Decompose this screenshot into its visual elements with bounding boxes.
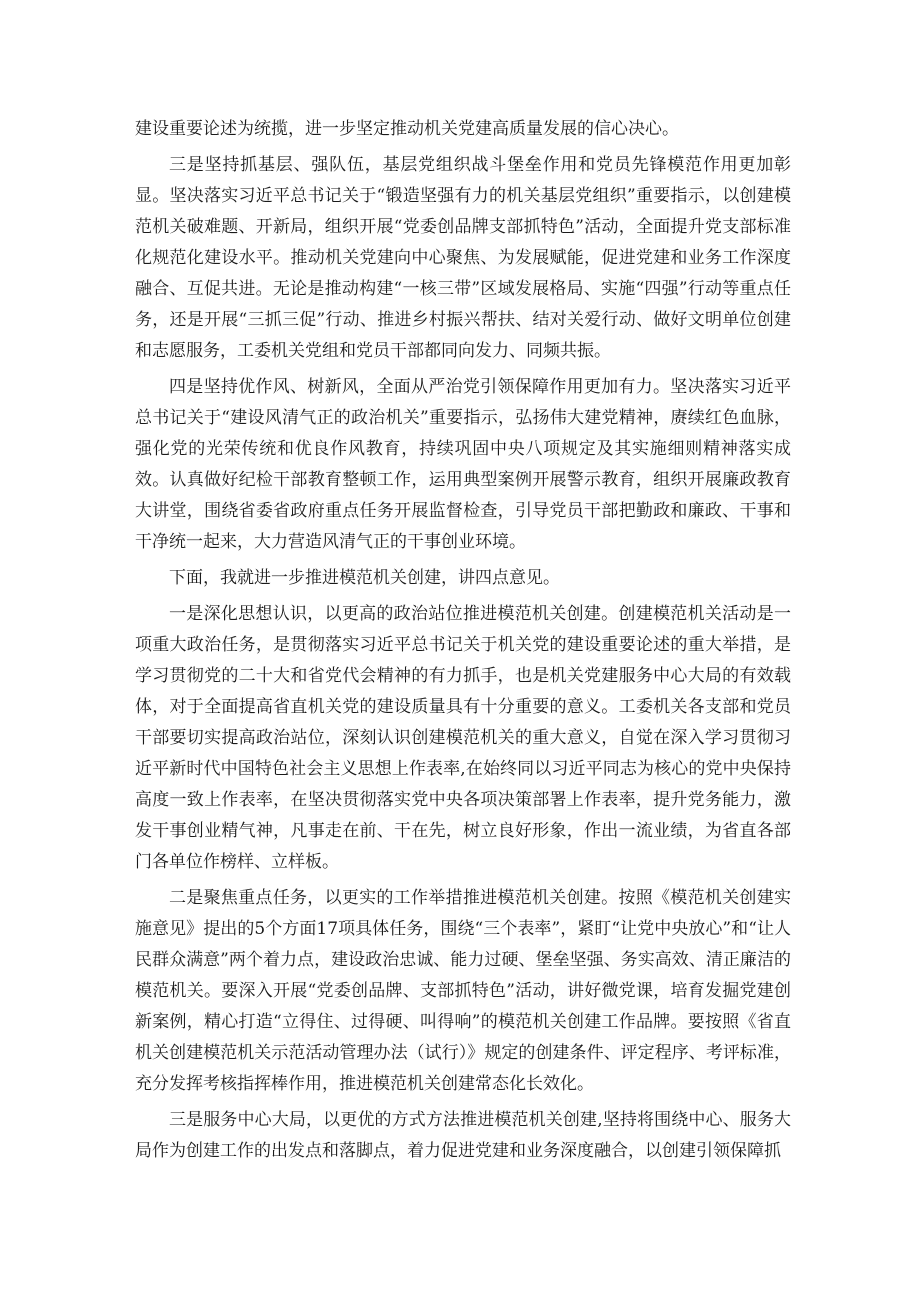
- paragraph-opinion-two: 二是聚焦重点任务，以更实的工作举措推进模范机关创建。按照《模范机关创建实施意见》提出的5个方面17项具体任务，围绕“三个表率”，紧盯“让党中央放心”和“让人民群众满意”两个着力点，建设政治忠诚、能力过硬、堡垒坚强、务实高效、清正廉洁的模范机关。要深入开展“党委创品牌、支部抓特色”活动，讲好微党课，培育发掘党建创新案例，精心打造“立得住、过得硬、叫得响”的模范机关创建工作品牌。要按照《省直机关创建模范机关示范活动管理办法（试行）》规定的创建条件、评定程序、考评标准，充分发挥考核指挥棒作用，推进模范机关创建常态化长效化。: [135, 888, 791, 1094]
- document-body: [135, 114, 791, 1172]
- paragraph-continuation: 建设重要论述为统揽，进一步坚定推动机关党建高质量发展的信心决心。: [135, 119, 679, 139]
- paragraph-transition: 下面，我就进一步推进模范机关创建，讲四点意见。: [169, 568, 560, 588]
- paragraph-opinion-three: 三是服务中心大局，以更优的方式方法推进模范机关创建,坚持将围绕中心、服务大局作为创建工作的出发点和落脚点，着力促进党建和业务深度融合，以创建引领保障抓: [135, 1110, 791, 1161]
- paragraph-point-four-style: 四是坚持优作风、树新风，全面从严治党引领保障作用更加有力。坚决落实习近平总书记关于“建设风清气正的政治机关”重要指示，弘扬伟大建党精神，赓续红色血脉，强化党的光荣传统和优良作风教育，持续巩固中央八项规定及其实施细则精神落实成效。认真做好纪检干部教育整顿工作，运用典型案例开展警示教育，组织开展廉政教育大讲堂，围绕省委省政府重点任务开展监督检查，引导党员干部把勤政和廉政、干事和干净统一起来，大力营造风清气正的干事创业环境。: [135, 377, 791, 552]
- paragraph-point-three-grassroots: 三是坚持抓基层、强队伍，基层党组织战斗堡垒作用和党员先锋模范作用更加彰显。坚决落实习近平总书记关于“锻造坚强有力的机关基层党组织”重要指示，以创建模范机关破难题、开新局，组织开展“党委创品牌支部抓特色”活动，全面提升党支部标准化规范化建设水平。推动机关党建向中心聚焦、为发展赋能，促进党建和业务工作深度融合、互促共进。无论是推动构建“一核三带”区域发展格局、实施“四强”行动等重点任务，还是开展“三抓三促”行动、推进乡村振兴帮扶、结对关爱行动、做好文明单位创建和志愿服务，工委机关党组和党员干部都同向发力、同频共振。: [135, 155, 791, 361]
- paragraph-opinion-one: 一是深化思想认识，以更高的政治站位推进模范机关创建。创建模范机关活动是一项重大政治任务，是贯彻落实习近平总书记关于机关党的建设重要论述的重大举措，是学习贯彻党的二十大和省党代会精神的有力抓手，也是机关党建服务中心大局的有效载体，对于全面提高省直机关党的建设质量具有十分重要的意义。工委机关各支部和党员干部要切实提高政治站位，深刻认识创建模范机关的重大意义，自觉在深入学习贯彻习近平新时代中国特色社会主义思想上作表率,在始终同以习近平同志为核心的党中央保持高度一致上作表率，在坚决贯彻落实党中央各项决策部署上作表率，提升党务能力，激发干事创业精气神，凡事走在前、干在先，树立良好形象，作出一流业绩，为省直各部门各单位作榜样、立样板。: [135, 604, 791, 872]
